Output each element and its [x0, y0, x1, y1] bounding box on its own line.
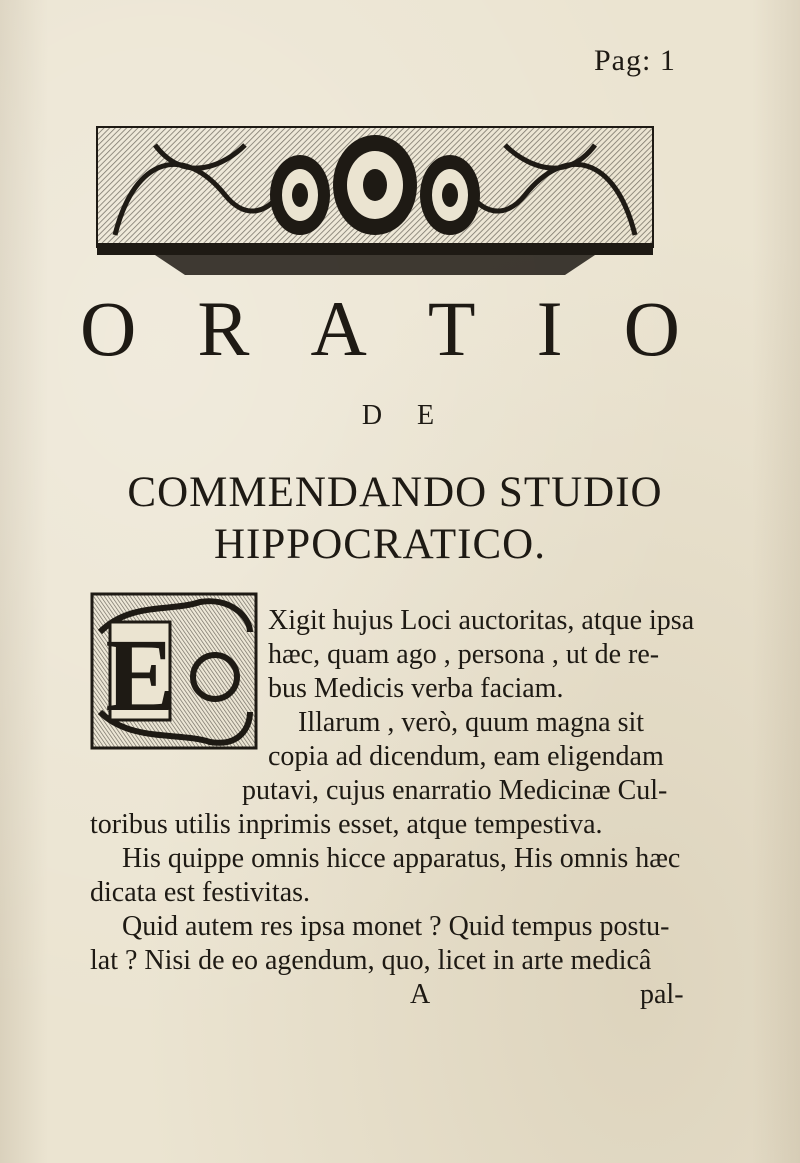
- text-line: His quippe omnis hicce apparatus, His omnis hæc: [122, 843, 681, 874]
- page-number: Pag: 1: [594, 44, 676, 77]
- text-line: lat ? Nisi de eo agendum, quo, licet in arte medicâ: [90, 945, 652, 976]
- text-line: hæc, quam ago , persona , ut de re-: [268, 639, 660, 670]
- text-line: putavi, cujus enarratio Medicinæ Cul-: [242, 775, 668, 806]
- title-letter: I: [536, 285, 563, 372]
- text-line: dicata est festivitas.: [90, 877, 311, 908]
- initial-letter: E: [105, 618, 175, 733]
- signature-mark: A: [410, 979, 431, 1010]
- text-line: toribus utilis inprimis esset, atque tempestiva.: [90, 809, 603, 840]
- title-letter: R: [197, 285, 250, 372]
- title-letter: T: [427, 285, 476, 372]
- title-main: COMMENDANDO STUDIO: [127, 469, 663, 516]
- text-line: bus Medicis verba faciam.: [268, 673, 564, 704]
- title-sub: HIPPOCRATICO.: [214, 521, 546, 568]
- text-line: Xigit hujus Loci auctoritas, atque ipsa: [268, 605, 695, 636]
- catchword: pal-: [640, 979, 684, 1010]
- text-line: Illarum , verò, quum magna sit: [298, 707, 645, 738]
- title-letter: A: [310, 285, 367, 372]
- text-line: Quid autem res ipsa monet ? Quid tempus postu-: [122, 911, 670, 942]
- title-letter: O: [80, 285, 137, 372]
- decorated-initial: [90, 592, 258, 750]
- title-de: D E: [361, 400, 449, 431]
- title-letter: O: [623, 285, 680, 372]
- headpiece-ornament: [95, 125, 655, 280]
- text-line: copia ad dicendum, eam eligendam: [268, 741, 664, 772]
- title-oratio: [80, 285, 680, 372]
